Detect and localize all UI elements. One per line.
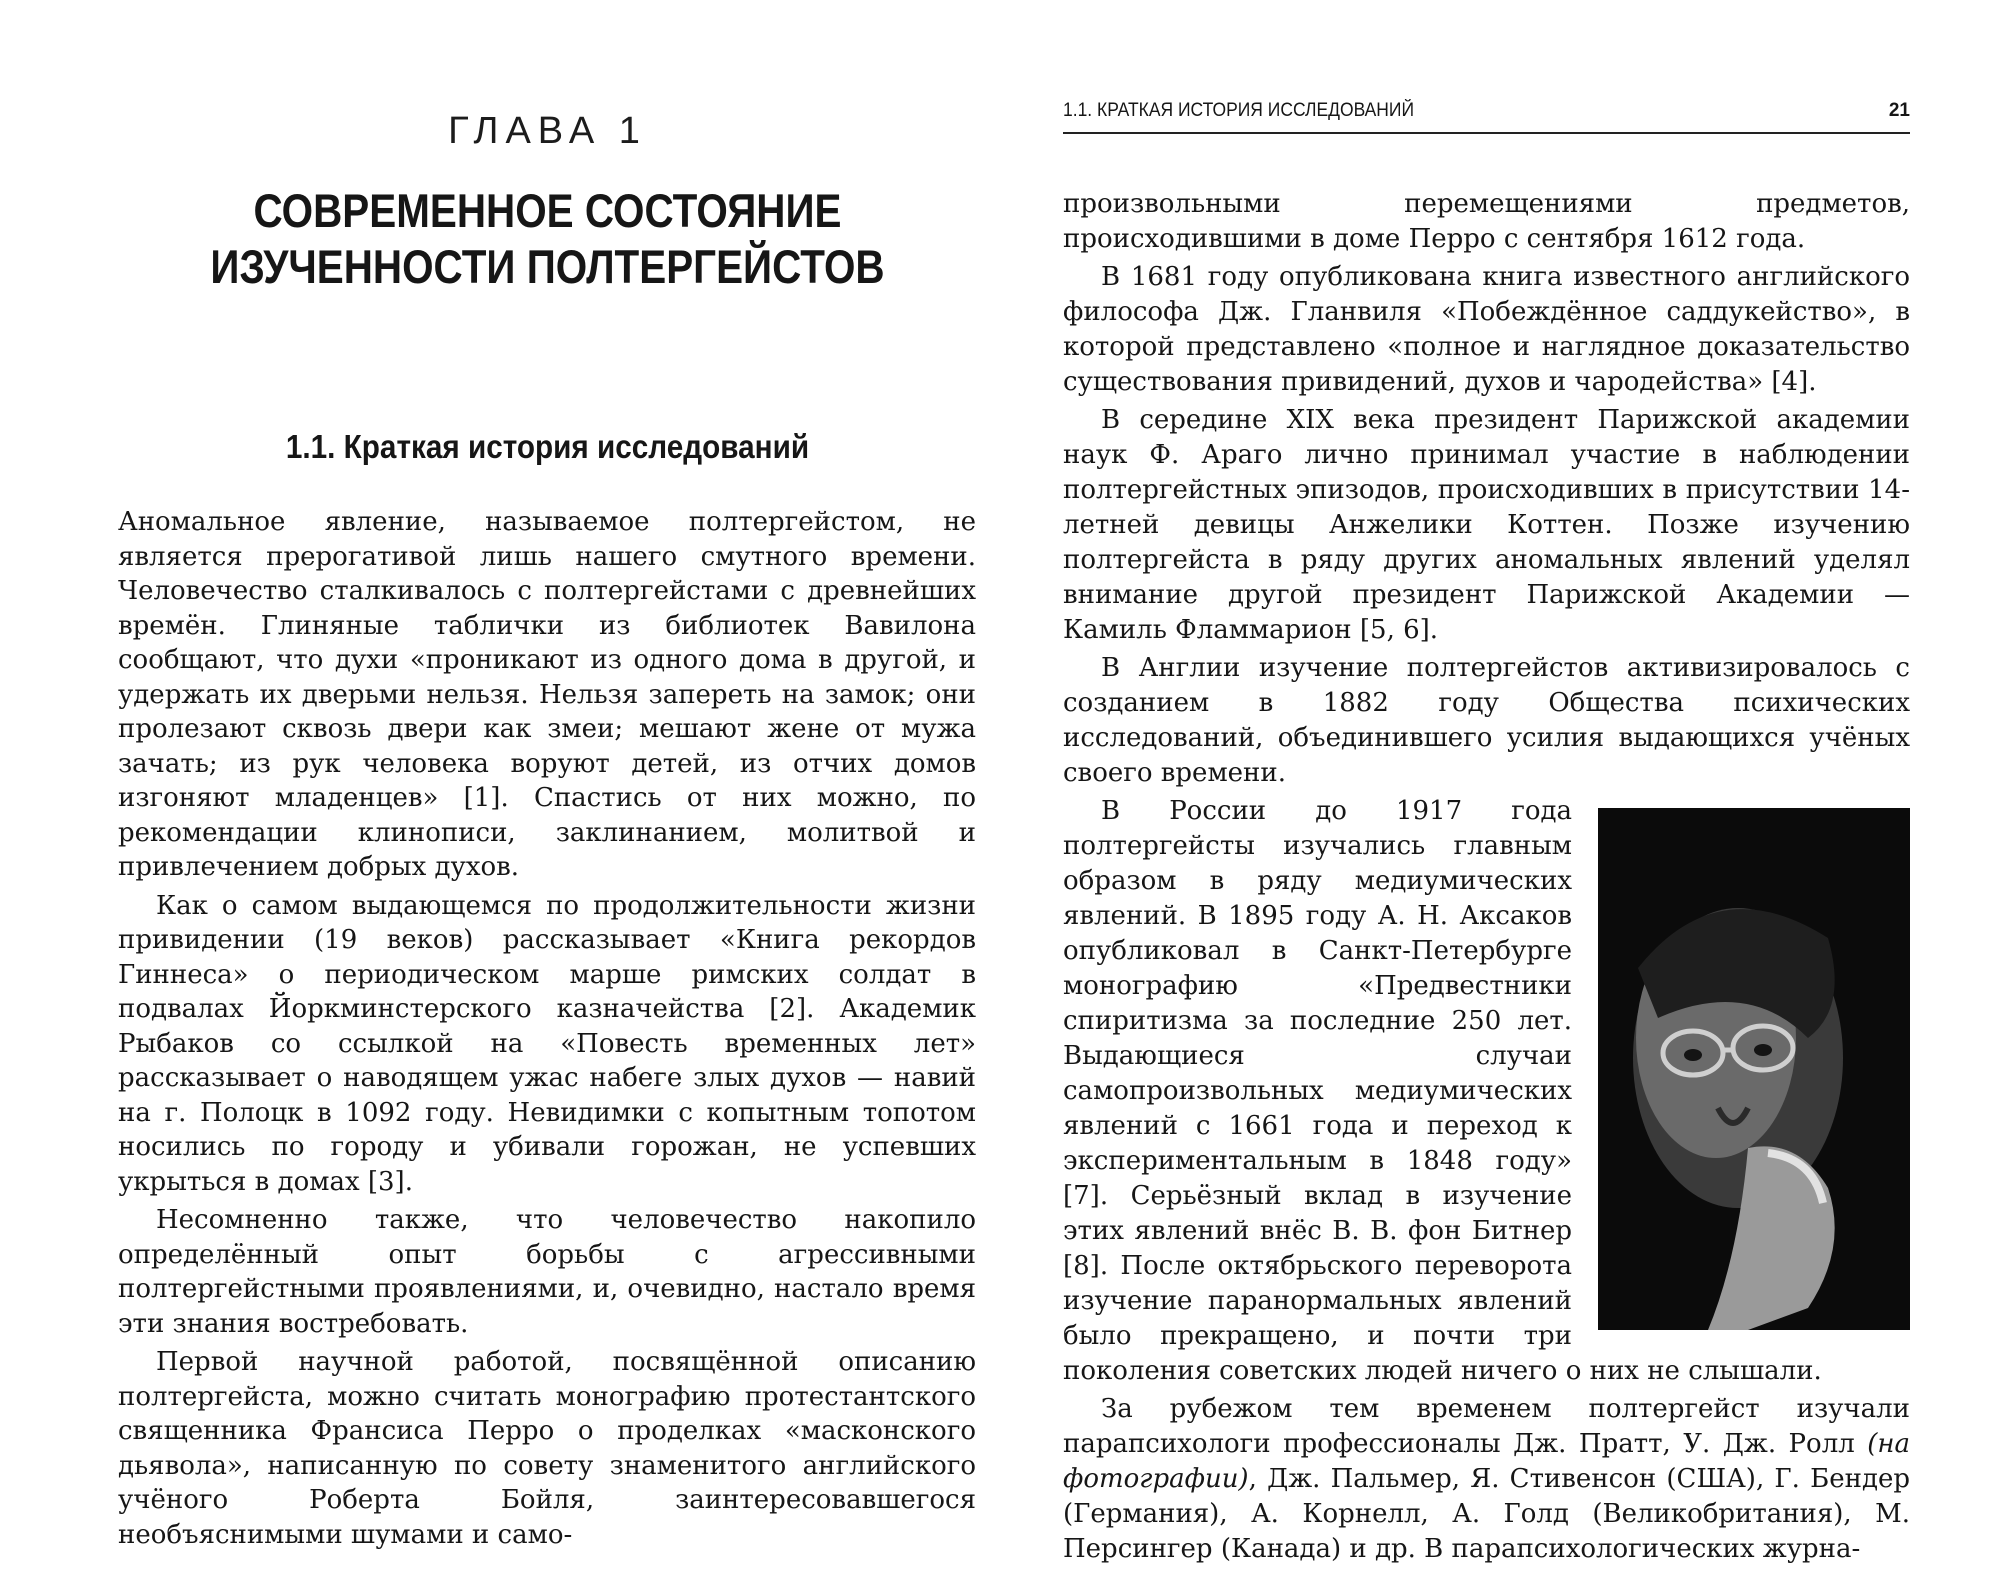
photo-reference: (на фотографии) — [1063, 1429, 1910, 1494]
running-header — [1063, 100, 1910, 134]
chapter-title-line-2: ИЗУЧЕННОСТИ ПОЛТЕРГЕЙСТОВ — [210, 240, 885, 293]
right-body-text — [1063, 187, 1910, 1570]
paragraph: произвольными перемещениями предметов, происходившими в доме Перро с сентября 1612 года. — [1063, 189, 1910, 254]
paragraph: В Англии изучение полтергейстов активизировалось с созданием в 1882 году Общества психических исследований, объединившего усилия выдающихся учёных своего времени. — [1063, 653, 1910, 788]
paragraph: В 1681 году опубликована книга известного английского философа Дж. Гланвиля «Побеждённое саддукейство», в которой представлено «полное и наглядное доказательство существования привидений, духов и чародейства» [4]. — [1063, 262, 1910, 397]
chapter-title — [180, 183, 915, 295]
paragraph-text: , Дж. Пальмер, Я. Стивенсон (США), Г. Бендер (Германия), А. Корнелл, А. Голд (Великобритания), М. Персингер (Канада) и др. В парапсихологических журна- — [1063, 1464, 1910, 1564]
paragraph: Аномальное явление, называемое полтергейстом, не является прерогативой лишь нашего смутного времени. Человечество сталкивалось с полтергейстами с древнейших времён. Глиняные таблички из библиотек Вавилона сообщают, что духи «проникают из одного дома в другой, и удержать их дверьми нельзя. Нельзя запереть на замок; они пролезают сквозь двери как змеи; мешают жене от мужа зачать; из рук человека воруют детей, из отчих домов изгоняют младенцев» [1]. Спастись от них можно, по рекомендации клинописи, заклинанием, молитвой и привлечением добрых духов. — [118, 507, 976, 882]
paragraph: В середине XIX века президент Парижской академии наук Ф. Араго лично принимал участие в наблюдении полтергейстных эпизодов, происходивших в присутствии 14-летней девицы Анжелики Коттен. Позже изучению полтергейста в ряду других аномальных явлений уделял внимание другой президент Парижской Академии — Камиль Фламмарион [5, 6]. — [1063, 405, 1910, 645]
right-page — [1000, 0, 2000, 1564]
paragraph-last — [1063, 1392, 1910, 1567]
paragraph: В России до 1917 года полтергейсты изучались главным образом в ряду медиумических явлений. В 1895 году А. Н. Аксаков опубликовал в Санкт-Петербурге монографию «Предвестники спиритизма за последние 250 лет. Выдающиеся случаи самопроизвольных медиумических явлений с 1661 года и переход к экспериментальным в 1848 году» [7]. Серьёзный вклад в изучение этих явлений внёс В. В. фон Битнер [8]. После октябрьского переворота изучение паранормальных явлений было прекращено, и почти три поколения советских людей ничего о них не слышали. — [1063, 796, 1822, 1386]
portrait-photo — [1598, 808, 1910, 1330]
paragraph: Как о самом выдающемся по продолжительности жизни привидении (19 веков) рассказывает «Книга рекордов Гиннеса» о периодическом марше римских солдат в подвалах Йоркминстерского казначейства [2]. Академик Рыбаков со ссылкой на «Повесть временных лет» рассказывает о наводящем ужас набеге злых духов — навий на г. Полоцк в 1092 году. Невидимки с копытным топотом носились по городу и убивали горожан, не успевших укрыться в домах [3]. — [118, 890, 976, 1197]
left-body-text — [118, 505, 976, 1556]
paragraph: Первой научной работой, посвящённой описанию полтергейста, можно считать монографию протестантского священника Франсиса Перро о проделках «масконского дьявола», написанную по совету знаменитого английского учёного Роберта Бойля, заинтересовавшегося необъяснимыми шумами и само- — [118, 1347, 976, 1550]
left-page — [0, 0, 1000, 1550]
paragraph-text: За рубежом тем временем полтергейст изучали парапсихологи профессионалы Дж. Пратт, У. Дж. Ролл — [1063, 1394, 1910, 1459]
running-header-title: 1.1. КРАТКАЯ ИСТОРИЯ ИССЛЕДОВАНИЙ — [1063, 100, 1415, 121]
portrait-image — [1598, 808, 1910, 1330]
chapter-title-line-1: СОВРЕМЕННОЕ СОСТОЯНИЕ — [253, 184, 842, 237]
page-number: 21 — [1888, 100, 1910, 121]
paragraph: Несомненно также, что человечество накопило определённый опыт борьбы с агрессивными полтергейстными проявлениями, и, очевидно, настало время эти знания востребовать. — [118, 1205, 976, 1339]
chapter-label: ГЛАВА 1 — [448, 110, 647, 152]
section-title: 1.1. Краткая история исследований — [285, 428, 810, 465]
